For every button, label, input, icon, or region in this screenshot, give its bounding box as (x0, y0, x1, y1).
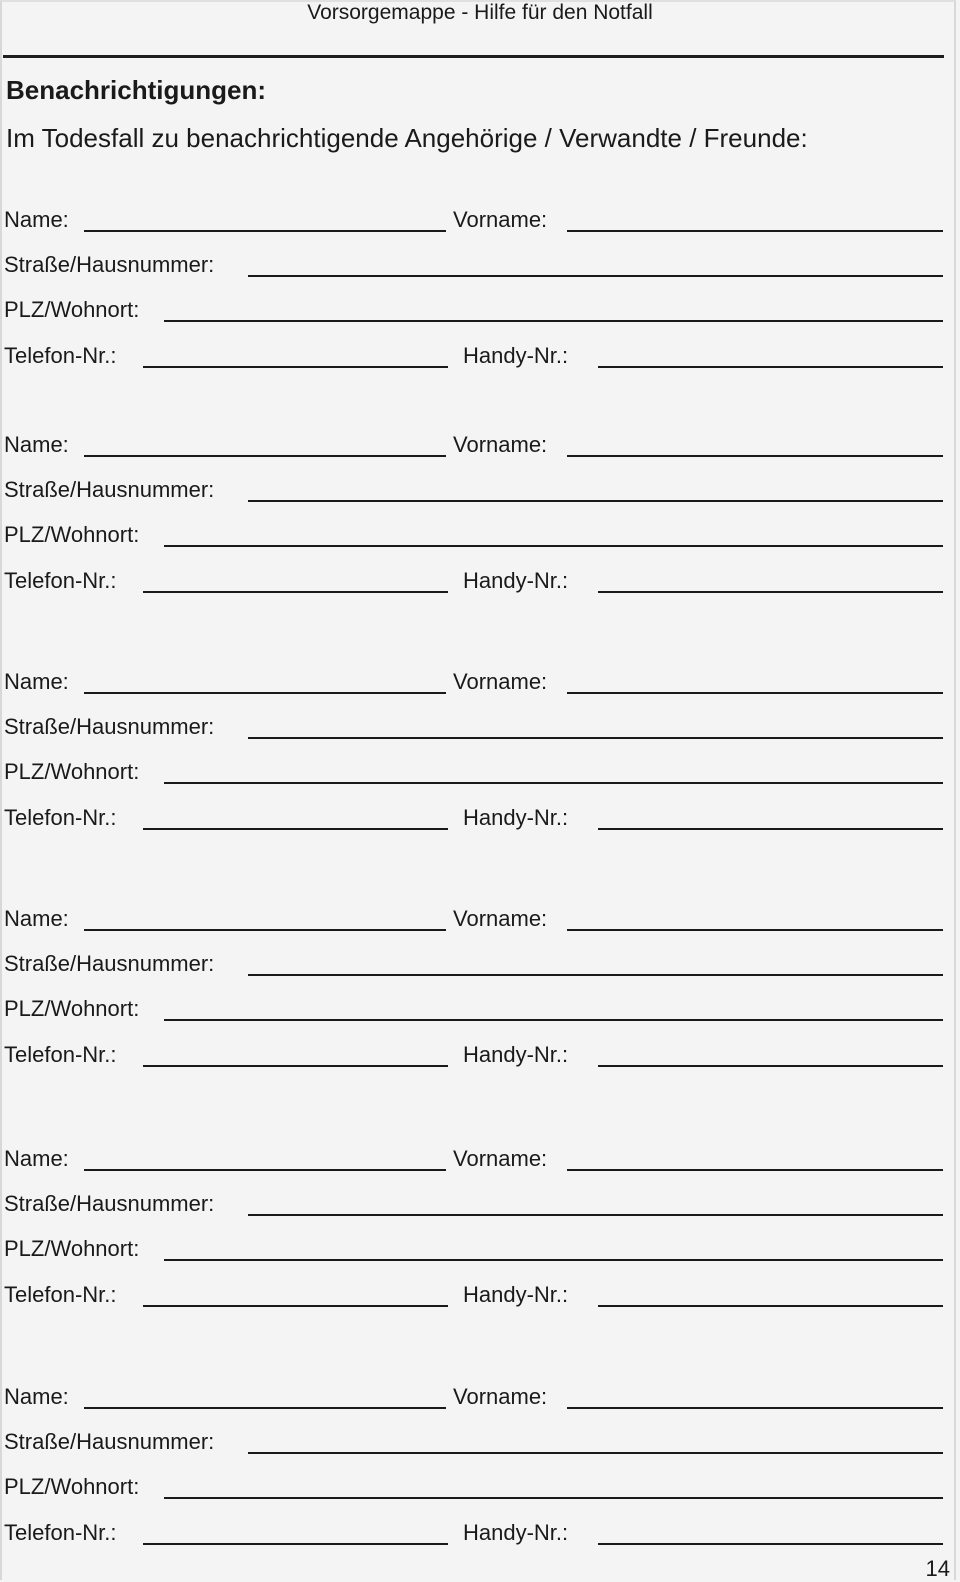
vorname-label: Vorname: (453, 207, 548, 232)
plz-field-line[interactable] (164, 782, 943, 784)
handy-field-line[interactable] (598, 366, 943, 368)
strasse-label: Straße/Hausnummer: (4, 951, 215, 976)
telefon-label: Telefon-Nr.: (4, 568, 117, 593)
handy-field-line[interactable] (598, 1305, 943, 1307)
name-label: Name: (4, 906, 69, 931)
strasse-field-line[interactable] (248, 737, 943, 739)
plz-label: PLZ/Wohnort: (4, 996, 140, 1021)
telefon-field-line[interactable] (143, 828, 448, 830)
telefon-label: Telefon-Nr.: (4, 343, 117, 368)
strasse-field-line[interactable] (248, 500, 943, 502)
plz-field-line[interactable] (164, 1019, 943, 1021)
telefon-field-line[interactable] (143, 1305, 448, 1307)
handy-field-line[interactable] (598, 1065, 943, 1067)
header-rule (3, 55, 944, 58)
plz-field-line[interactable] (164, 1259, 943, 1261)
telefon-label: Telefon-Nr.: (4, 1520, 117, 1545)
name-label: Name: (4, 1384, 69, 1409)
telefon-field-line[interactable] (143, 1065, 448, 1067)
vorname-label: Vorname: (453, 906, 548, 931)
name-field-line[interactable] (84, 1169, 446, 1171)
handy-label: Handy-Nr.: (463, 1282, 569, 1307)
name-label: Name: (4, 669, 69, 694)
plz-label: PLZ/Wohnort: (4, 1236, 140, 1261)
page-number: 14 (925, 1556, 950, 1581)
strasse-label: Straße/Hausnummer: (4, 252, 215, 277)
strasse-label: Straße/Hausnummer: (4, 714, 215, 739)
name-field-line[interactable] (84, 1407, 446, 1409)
telefon-field-line[interactable] (143, 591, 448, 593)
plz-label: PLZ/Wohnort: (4, 759, 140, 784)
plz-label: PLZ/Wohnort: (4, 297, 140, 322)
telefon-label: Telefon-Nr.: (4, 805, 117, 830)
telefon-label: Telefon-Nr.: (4, 1042, 117, 1067)
vorname-field-line[interactable] (567, 929, 943, 931)
handy-field-line[interactable] (598, 591, 943, 593)
vorname-field-line[interactable] (567, 455, 943, 457)
vorname-label: Vorname: (453, 669, 548, 694)
handy-label: Handy-Nr.: (463, 343, 569, 368)
plz-label: PLZ/Wohnort: (4, 1474, 140, 1499)
name-label: Name: (4, 432, 69, 457)
plz-field-line[interactable] (164, 320, 943, 322)
vorname-label: Vorname: (453, 1146, 548, 1171)
strasse-label: Straße/Hausnummer: (4, 477, 215, 502)
strasse-field-line[interactable] (248, 1214, 943, 1216)
name-field-line[interactable] (84, 230, 446, 232)
handy-field-line[interactable] (598, 1543, 943, 1545)
plz-field-line[interactable] (164, 1497, 943, 1499)
name-field-line[interactable] (84, 455, 446, 457)
name-label: Name: (4, 1146, 69, 1171)
strasse-label: Straße/Hausnummer: (4, 1429, 215, 1454)
section-subtitle: Im Todesfall zu benachrichtigende Angehörige / Verwandte / Freunde: (6, 123, 808, 153)
name-field-line[interactable] (84, 929, 446, 931)
vorname-field-line[interactable] (567, 692, 943, 694)
telefon-field-line[interactable] (143, 366, 448, 368)
handy-field-line[interactable] (598, 828, 943, 830)
telefon-field-line[interactable] (143, 1543, 448, 1545)
telefon-label: Telefon-Nr.: (4, 1282, 117, 1307)
name-field-line[interactable] (84, 692, 446, 694)
name-label: Name: (4, 207, 69, 232)
handy-label: Handy-Nr.: (463, 1042, 569, 1067)
handy-label: Handy-Nr.: (463, 1520, 569, 1545)
strasse-field-line[interactable] (248, 974, 943, 976)
vorname-label: Vorname: (453, 432, 548, 457)
vorname-field-line[interactable] (567, 1407, 943, 1409)
strasse-field-line[interactable] (248, 1452, 943, 1454)
vorname-field-line[interactable] (567, 1169, 943, 1171)
handy-label: Handy-Nr.: (463, 805, 569, 830)
plz-label: PLZ/Wohnort: (4, 522, 140, 547)
running-header: Vorsorgemappe - Hilfe für den Notfall (307, 1, 653, 24)
section-title: Benachrichtigungen: (6, 75, 267, 105)
strasse-field-line[interactable] (248, 275, 943, 277)
vorname-label: Vorname: (453, 1384, 548, 1409)
strasse-label: Straße/Hausnummer: (4, 1191, 215, 1216)
handy-label: Handy-Nr.: (463, 568, 569, 593)
plz-field-line[interactable] (164, 545, 943, 547)
vorname-field-line[interactable] (567, 230, 943, 232)
